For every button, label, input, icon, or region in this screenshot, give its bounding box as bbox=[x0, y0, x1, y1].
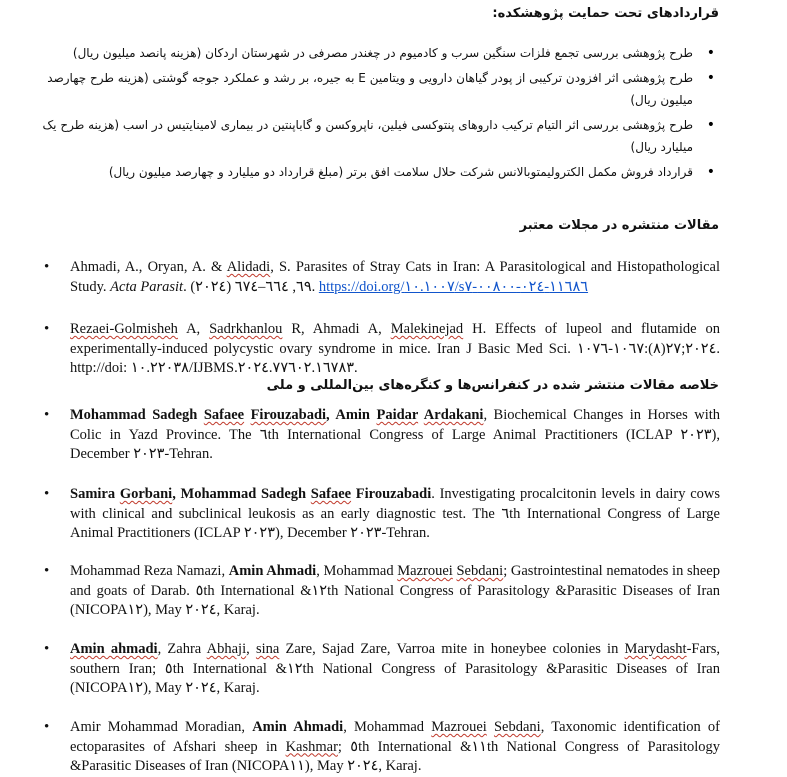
author-name: Alidadi bbox=[226, 259, 271, 275]
article-citation: . ٦٩, ٦٦٤–٦٧٤ (٢٠٢٤). bbox=[183, 278, 319, 295]
author-name: Sebdani bbox=[456, 563, 504, 579]
author-name bbox=[487, 719, 494, 735]
list-item: • طرح پژوهشی بررسی تجمع فلزات سنگین سرب و کادمیوم در چغندر مصرفی در شهرستان اردکان (هزینه پانصد میلیون ریال) bbox=[14, 42, 719, 64]
author-name: Firouzabadi bbox=[351, 486, 432, 502]
list-item bbox=[44, 406, 721, 465]
abstract-text: ; ٥th International &١١th National Congress of Parasitology &Parasitic Diseases of Iran (NICOPA١١), May ٢٠٢٤, Karaj. bbox=[70, 738, 721, 774]
contracts-heading: قراردادهای تحت حمایت پژوهشکده: bbox=[492, 6, 719, 21]
author-name: Malekinejad bbox=[390, 321, 464, 337]
author-name: Rezaei-Golmisheh bbox=[70, 321, 178, 337]
article-text: A, bbox=[177, 321, 210, 337]
author-name: Gorbani bbox=[119, 486, 173, 502]
author-name: Firouzabadi bbox=[250, 407, 327, 423]
author-name: , Zahra bbox=[157, 641, 207, 657]
abstract-text: ; Gastrointestinal nematodes in sheep and goats of Darab. ٥th International &١٢th National Congress of Parasitology &Parasitic Diseases of Iran (NICOPA١٢), May ٢٠٢٤, Karaj. bbox=[70, 563, 720, 618]
author-name: Samira bbox=[70, 486, 120, 502]
author-name: Sadrkhanlou bbox=[209, 321, 283, 337]
author-name: sina bbox=[255, 641, 280, 657]
author-name: Amir Mohammad Moradian, bbox=[70, 719, 253, 735]
author-name: Amin Ahmadi bbox=[228, 563, 317, 579]
author-name: Mazrouei bbox=[431, 719, 487, 735]
author-name: , Amin bbox=[326, 407, 377, 423]
bullet-icon: • bbox=[44, 407, 50, 423]
bullet-icon: • bbox=[44, 259, 50, 275]
author-name: Mazrouei bbox=[397, 563, 453, 579]
abstract-text: . Investigating procalcitonin levels in dairy cows with clinical and subclinical leukosis as an early diagnostic test. The ٦th International Congress of Large Animal Practitioners (ICLAP ٢٠٢٣), December ٢٠٢٣-Tehran. bbox=[70, 486, 721, 541]
bullet-icon: • bbox=[44, 321, 50, 337]
author-name: Paidar bbox=[376, 407, 419, 423]
author-name: , Mohammad bbox=[343, 719, 432, 735]
journal-articles-heading: مقالات منتشره در مجلات معتبر bbox=[519, 218, 719, 233]
list-item: • طرح پژوهشی اثر افزودن ترکیبی از پودر گیاهان دارویی و ویتامین E به جیره، بر رشد و عملکرد جوجه گوشتی (هزینه طرح چهارصد میلیون ریال) bbox=[14, 67, 719, 111]
author-name: , Mohammad bbox=[316, 563, 398, 579]
contracts-list bbox=[14, 42, 719, 186]
list-item bbox=[44, 718, 721, 777]
article-text: H. Effects of lupeol and flutamide on experimentally-induced polycystic ovary syndrome in mice. Iran J Basic Med Sci. ٢٠٢٤;٢٧(٨):١٠٦٧-١٠٧٦. http://doi: ١٠.٢٢٠٣٨/IJBMS.٢٠٢٤.٧٧٦٠٢.١٦٧٨٣. bbox=[70, 321, 720, 376]
list-item bbox=[44, 485, 721, 544]
article-text: R, Ahmadi A, bbox=[282, 321, 391, 337]
doi-link[interactable]: https://doi.org/١٠.١٠٠٧/s١١٦٨٦-٠٢٤-٠٠٨٠٠-٧ bbox=[318, 278, 589, 295]
bullet-icon: • bbox=[44, 486, 50, 502]
list-item: • قرارداد فروش مکمل الکترولیمتوبالانس شرکت حلال سلامت افق برتر (مبلغ قرارداد دو میلیارد و چهارصد میلیون ریال) bbox=[14, 161, 719, 183]
author-name: , Mohammad Sadegh bbox=[172, 486, 311, 502]
conference-abstracts-heading: خلاصه مقالات منتشر شده در کنفرانس‌ها و کنگره‌های بین‌المللی و ملی bbox=[266, 378, 719, 393]
abstract-text: -Fars, southern Iran; ٥th International &١٢th National Congress of Parasitology &Parasitic Diseases of Iran (NICOPA١٢), May ٢٠٢٤, Karaj. bbox=[70, 641, 720, 696]
author-name: Ardakani bbox=[423, 407, 484, 423]
author-name: Amin ahmadi bbox=[70, 641, 158, 657]
author-name: Abhaji bbox=[206, 641, 247, 657]
journal-name: Acta Parasit bbox=[110, 278, 184, 295]
author-name: Safaee bbox=[310, 486, 352, 502]
author-name: Sebdani bbox=[493, 719, 541, 735]
list-item bbox=[44, 258, 720, 297]
bullet-icon: • bbox=[44, 563, 50, 579]
list-item bbox=[44, 640, 720, 699]
author-name: Amin Ahmadi bbox=[252, 719, 344, 735]
place-name: Kashmar bbox=[285, 738, 338, 755]
abstract-text: , Taxonomic identification of ectoparasites of Afshari sheep in bbox=[70, 719, 720, 755]
list-item: • طرح پژوهشی بررسی اثر التیام ترکیب داروهای پنتوکسی فیلین، ناپروکسن و گاباپنتین در بیماری لامینایتیس در اسب (هزینه طرح یک میلیارد ریال) bbox=[14, 114, 719, 158]
list-item bbox=[44, 562, 720, 621]
place-name: Marydasht bbox=[624, 641, 687, 657]
article-text: , S. Parasites of Stray Cats in Iran: A Parasitological and Histopathological Study. bbox=[70, 259, 720, 295]
abstract-text: , Biochemical Changes in Horses with Colic in Yazd Province. The ٦th International Congress of Large Animal Practitioners (ICLAP ٢٠٢٣), December ٢٠٢٣-Tehran. bbox=[70, 407, 721, 462]
article-text: Ahmadi, A., Oryan, A. & bbox=[70, 259, 227, 275]
author-name: Mohammad Sadegh bbox=[70, 407, 204, 423]
author-name: Mohammad Reza Namazi, bbox=[70, 563, 229, 579]
author-name: , bbox=[246, 641, 256, 657]
bullet-icon: • bbox=[44, 719, 50, 735]
bullet-icon: • bbox=[44, 641, 50, 657]
author-name: Safaee bbox=[203, 407, 245, 423]
list-item bbox=[44, 320, 720, 379]
abstract-text: Zare, Sajad Zare, Varroa mite in honeybee colonies in bbox=[279, 641, 625, 657]
